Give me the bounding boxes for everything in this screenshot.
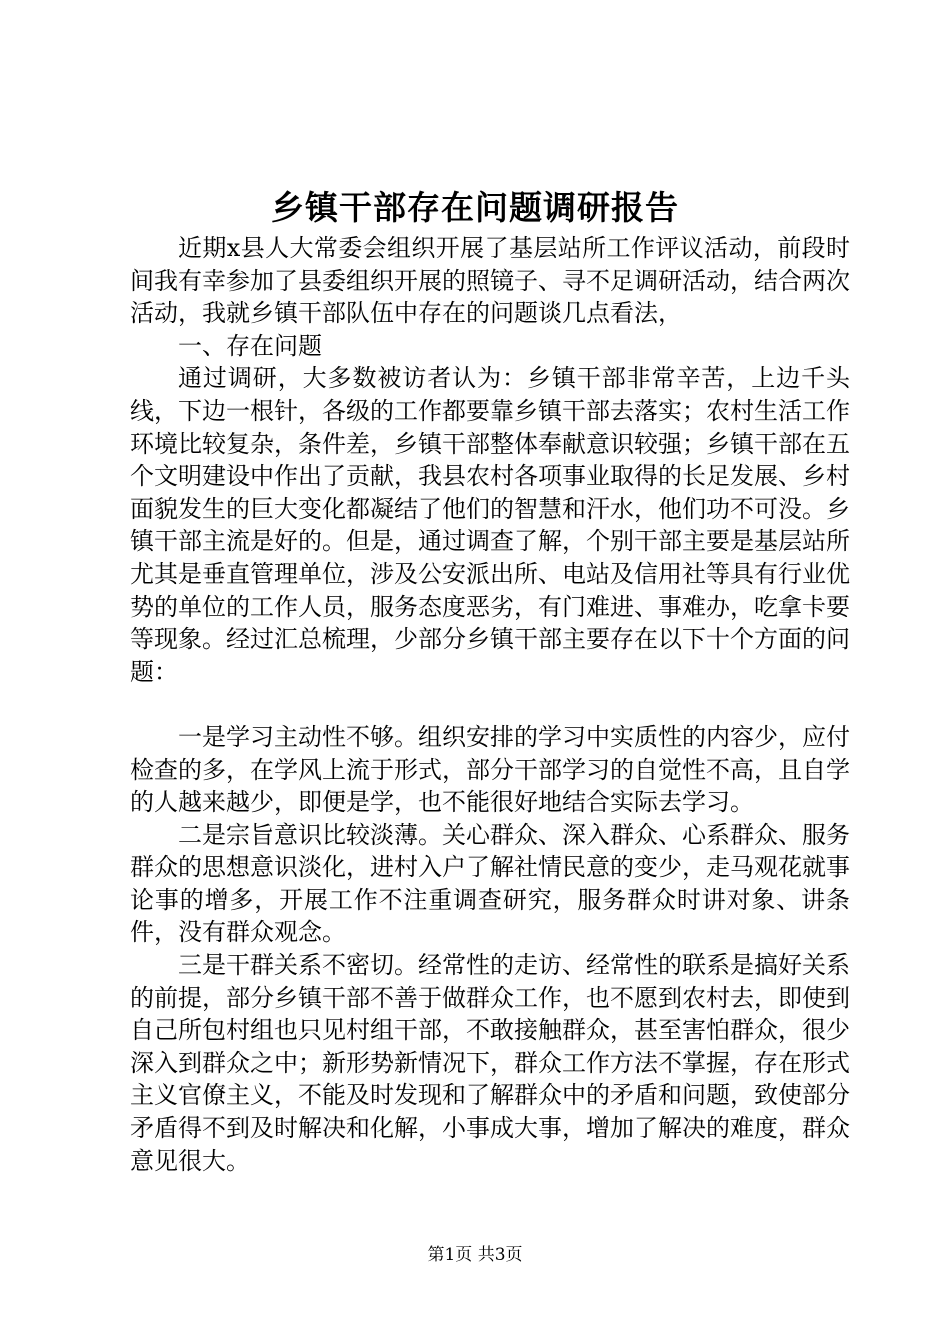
- paragraph-spacer: [130, 688, 850, 721]
- document-title: 乡镇干部存在问题调研报告: [271, 188, 679, 227]
- document-body: [130, 232, 850, 1177]
- issue-one-paragraph: 一是学习主动性不够。组织安排的学习中实质性的内容少，应付检查的多，在学风上流于形式，部分干部学习的自觉性不高，且自学的人越来越少，即便是学，也不能很好地结合实际去学习。: [130, 722, 850, 817]
- page-footer: 第1页 共3页: [427, 1245, 523, 1265]
- intro-paragraph: 近期x县人大常委会组织开展了基层站所工作评议活动，前段时间我有幸参加了县委组织开展的照镜子、寻不足调研活动，结合两次活动，我就乡镇干部队伍中存在的问题谈几点看法，: [130, 234, 850, 328]
- issue-two-paragraph: 二是宗旨意识比较淡薄。关心群众、深入群众、心系群众、服务群众的思想意识淡化，进村入户了解社情民意的变少，走马观花就事论事的增多，开展工作不注重调查研究，服务群众时讲对象、讲条件，没有群众观念。: [130, 820, 850, 947]
- section-heading: 一、存在问题: [178, 331, 322, 360]
- findings-paragraph: 通过调研，大多数被访者认为：乡镇干部非常辛苦，上边千头线，下边一根针，各级的工作都要靠乡镇干部去落实；农村生活工作环境比较复杂，条件差，乡镇干部整体奉献意识较强；乡镇干部在五个文明建设中作出了贡献，我县农村各项事业取得的长足发展、乡村面貌发生的巨大变化都凝结了他们的智慧和汗水，他们功不可没。乡镇干部主流是好的。但是，通过调查了解，个别干部主要是基层站所尤其是垂直管理单位，涉及公安派出所、电站及信用社等具有行业优势的单位的工作人员，服务态度恶劣，有门难进、事难办，吃拿卡要等现象。经过汇总梳理，少部分乡镇干部主要存在以下十个方面的问题：: [130, 364, 850, 686]
- issue-three-paragraph: 三是干群关系不密切。经常性的走访、经常性的联系是搞好关系的前提，部分乡镇干部不善于做群众工作，也不愿到农村去，即使到自己所包村组也只见村组干部，不敢接触群众，甚至害怕群众，很少深入到群众之中；新形势新情况下，群众工作方法不掌握，存在形式主义官僚主义，不能及时发现和了解群众中的矛盾和问题，致使部分矛盾得不到及时解决和化解，小事成大事，增加了解决的难度，群众意见很大。: [130, 951, 850, 1175]
